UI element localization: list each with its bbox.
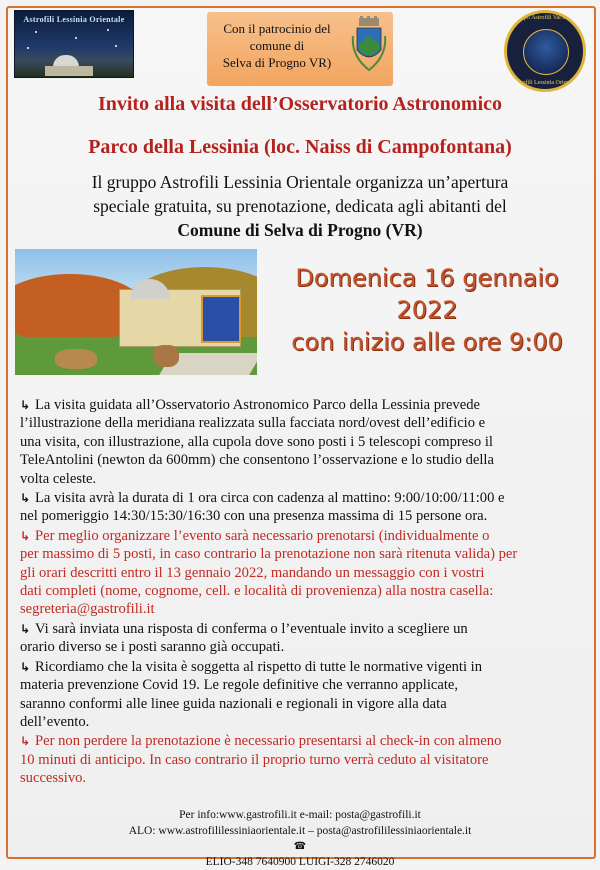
phone-icon: ☎ [293,841,307,852]
event-details [20,396,580,789]
badge-top-text: Gruppo Astrofili Val d'Illasi [511,15,579,21]
star-icon [35,31,37,33]
page-title-line2: Parco della Lessinia (loc. Naiss di Campofontana) [88,136,512,158]
curved-arrow-icon: ↳ [20,491,31,506]
gruppo-astrofili-badge [504,10,586,92]
star-icon [75,37,77,39]
observatory-building-icon [45,66,93,76]
paragraph-duration: ↳ La visita avrà la durata di 1 ora circa con cadenza al mattino: 9:00/10:00/11:00 e nel pomeriggio 14:30/15:30/16:30 con una presenza massima di 15 persone ora. [20,490,505,525]
footer-alo: ALO: www.astrofililessiniaorientale.it – posta@astrofililessiniaorientale.it [128,824,472,837]
badge-bottom-text: Astrofili Lessinia Orientale [512,80,578,86]
star-icon [115,45,117,47]
page-title-line1: Invito alla visita dell’Osservatorio Astronomico [97,93,503,115]
curved-arrow-icon: ↳ [20,659,31,674]
footer-info: Per info:www.gastrofili.it e-mail: posta@gastrofili.it [179,809,421,821]
star-icon [107,29,109,31]
curved-arrow-icon: ↳ [20,398,31,412]
paragraph-booking: ↳ Per meglio organizzare l’evento sarà necessario prenotarsi (individualmente o per massimo di 5 posti, in caso contrario la prenotazione non sarà ritenuta valida) per gli orari descritti entro il 13 gennaio 2022, mandando un messaggio con i vostri dati completi (nome, cognome, cell. e località di provenienza) alla nostra casella: segreteria@gastrofili.it [20,527,580,619]
footer-phones: ☎ ELIO-348 7640900 LUIGI-328 2746020 [0,839,600,870]
patronage-box [207,12,393,86]
astrofili-lessinia-logo [14,10,134,78]
left-logo-text: Astrofili Lessinia Orientale [23,15,125,24]
paragraph-checkin: ↳ Per non perdere la prenotazione è necessario presentarsi al check-in con almeno 10 minuti di anticipo. In caso contrario il proprio turno verrà ceduto al visitatore successivo. [20,733,502,787]
observatory-photo [15,249,257,375]
municipal-crest-icon [349,16,389,78]
booking-email: segreteria@gastrofili.it [20,601,155,618]
curved-arrow-icon: ↳ [20,528,31,543]
contact-footer [0,808,600,870]
curved-arrow-icon: ↳ [20,621,31,636]
paragraph-covid: ↳ Ricordiamo che la visita è soggetta al rispetto di tutte le normative vigenti in materia prevenzione Covid 19. Le regole definitive che verranno applicate, saranno conformi alle linee guida nazionali e regionali in vigore alla data dell’evento. [20,658,483,730]
intro-text: Il gruppo Astrofili Lessinia Orientale organizza un’apertura speciale gratuita, su prenotazione, dedicata agli abitanti del Comune di Selva di Progno (VR) [91,172,509,240]
patronage-text: Con il patrocinio del comune di Selva di Progno VR) [222,21,332,70]
paragraph-visit: ↳ La visita guidata all’Osservatorio Astronomico Parco della Lessinia prevede l’illustrazione della meridiana realizzata sulla facciata nord/ovest dell’edificio e una visita, con illustrazione, alla cupola dove sono posti i 5 telescopi compreso il TeleAntolini (newton da 600mm) che consentono l’osservazione e lo studio della volta celeste. [20,397,494,487]
telescope-icon [523,29,569,75]
paragraph-confirmation: ↳ Vi sarà inviata una risposta di conferma o l’eventuale invito a scegliere un orario diverso se i posti saranno già occupati. [20,620,468,656]
event-date: Domenica 16 gennaio 2022 con inizio alle ore 9:00 [291,264,563,356]
star-icon [27,47,29,49]
curved-arrow-icon: ↳ [20,734,31,749]
